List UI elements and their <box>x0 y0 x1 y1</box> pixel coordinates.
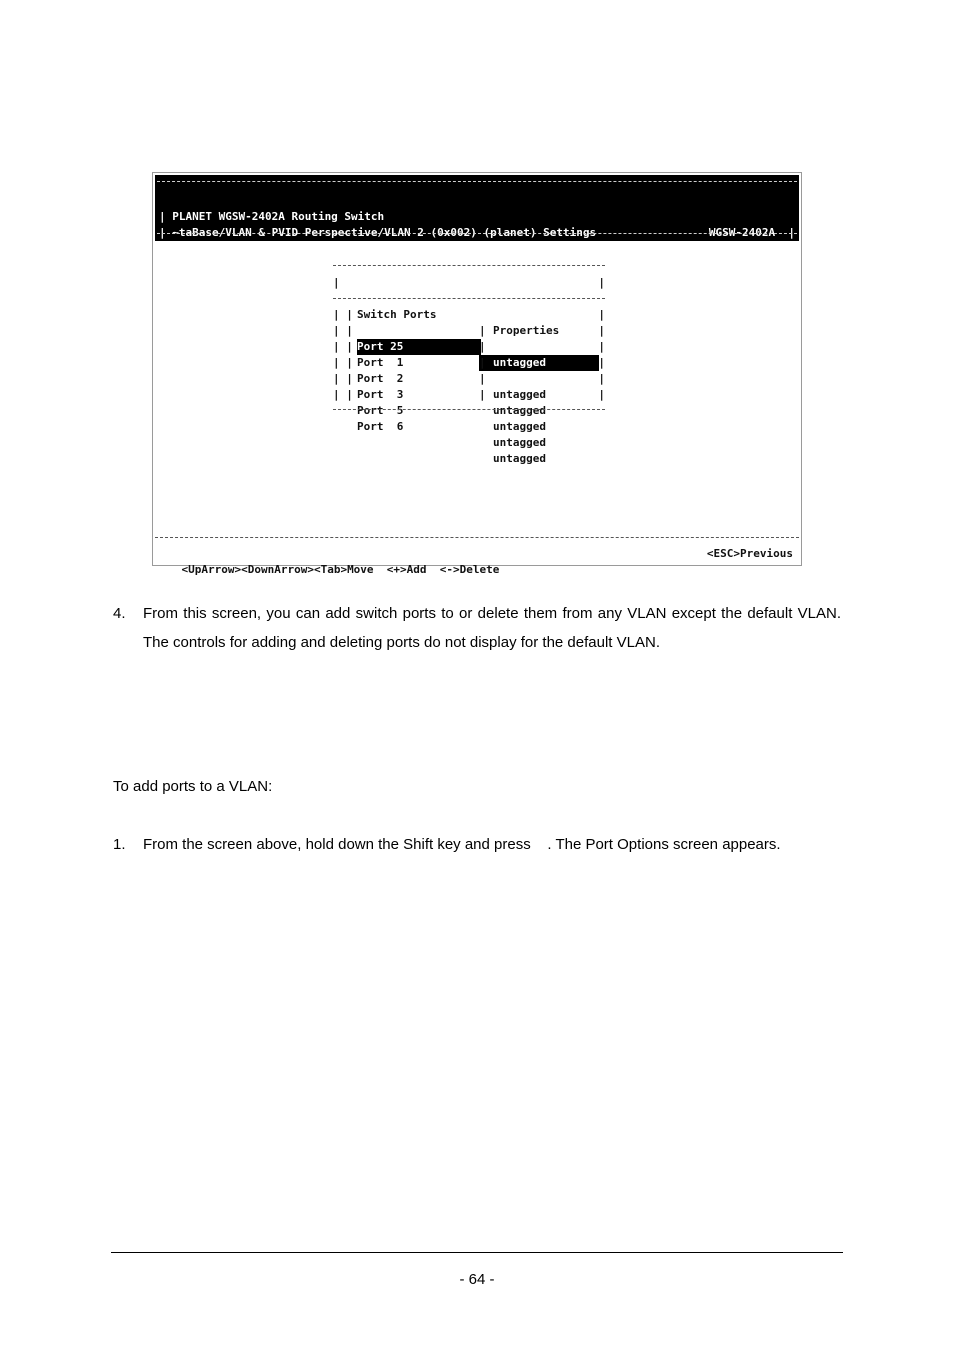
switch-model: WGSW-2402A | <box>708 226 795 239</box>
table-row[interactable]: | | Port 5 | untagged | <box>333 372 605 449</box>
footer-rule <box>155 537 799 539</box>
port-cell[interactable]: Port 3 <box>357 388 404 401</box>
step-4-number: 4. <box>113 605 126 622</box>
add-ports-intro: To add ports to a VLAN: <box>113 778 273 795</box>
port-cell[interactable]: Port 5 <box>357 404 404 417</box>
key-help-previous: <ESC>Previous <box>706 547 793 560</box>
key-help-navigation: <UpArrow><DownArrow><Tab>Move <+>Add <->Delete <box>181 563 500 576</box>
table-header-rule <box>333 298 605 300</box>
port-cell[interactable]: Port 2 <box>357 372 404 385</box>
step-1-text: From the screen above, hold down the Shift key and press . The Port Options screen appears. <box>143 836 781 853</box>
menu-path: | ~taBase/VLAN & PVID Perspective/VLAN 2 (0x002) (planet) Settings <box>159 226 597 239</box>
switch-ports-table <box>333 261 605 465</box>
property-cell-selected[interactable]: untagged <box>479 355 599 371</box>
property-cell[interactable]: untagged <box>493 452 546 465</box>
key-help-bar <box>155 546 793 576</box>
footer-divider <box>111 1252 843 1253</box>
property-cell[interactable]: untagged <box>493 388 546 401</box>
table-row[interactable]: | | Port 6 | untagged | <box>333 388 605 465</box>
step-1 <box>0 830 954 860</box>
port-cell[interactable]: Port 6 <box>357 420 404 433</box>
table-row[interactable]: | | Port 2 | untagged | <box>333 340 605 417</box>
user-name: admin | <box>742 242 795 255</box>
table-top-rule <box>333 265 605 267</box>
table-header-row: | Switch Ports Properties | <box>333 276 605 337</box>
property-cell[interactable]: untagged <box>493 436 546 449</box>
header-top-rule <box>157 181 797 183</box>
step-1-number: 1. <box>113 836 126 853</box>
terminal-header <box>155 175 799 255</box>
table-row[interactable]: | | Port 3 | untagged | <box>333 356 605 433</box>
step-4-text: From this screen, you can add switch ports to or delete them from any VLAN except the default VLAN. The controls for adding and deleting ports do not display for the default VLAN. <box>143 605 841 651</box>
property-cell[interactable]: untagged <box>493 420 546 433</box>
table-row[interactable]: | | Port 25 untagged | <box>333 308 605 369</box>
table-bottom-rule <box>333 409 605 411</box>
step-4 <box>0 599 954 659</box>
column-header-properties: Properties <box>493 324 560 337</box>
table-row[interactable]: | | Port 1 | untagged | <box>333 324 605 401</box>
switch-title: | PLANET WGSW-2402A Routing Switch <box>159 210 385 223</box>
property-cell[interactable]: untagged <box>493 404 546 417</box>
page-number: - 64 - <box>459 1271 495 1288</box>
port-cell-selected[interactable]: Port 25 <box>357 339 481 355</box>
column-header-ports: Switch Ports <box>357 308 437 321</box>
terminal-screenshot <box>152 172 802 576</box>
header-bottom-rule <box>157 233 797 235</box>
port-cell[interactable]: Port 1 <box>357 356 404 369</box>
